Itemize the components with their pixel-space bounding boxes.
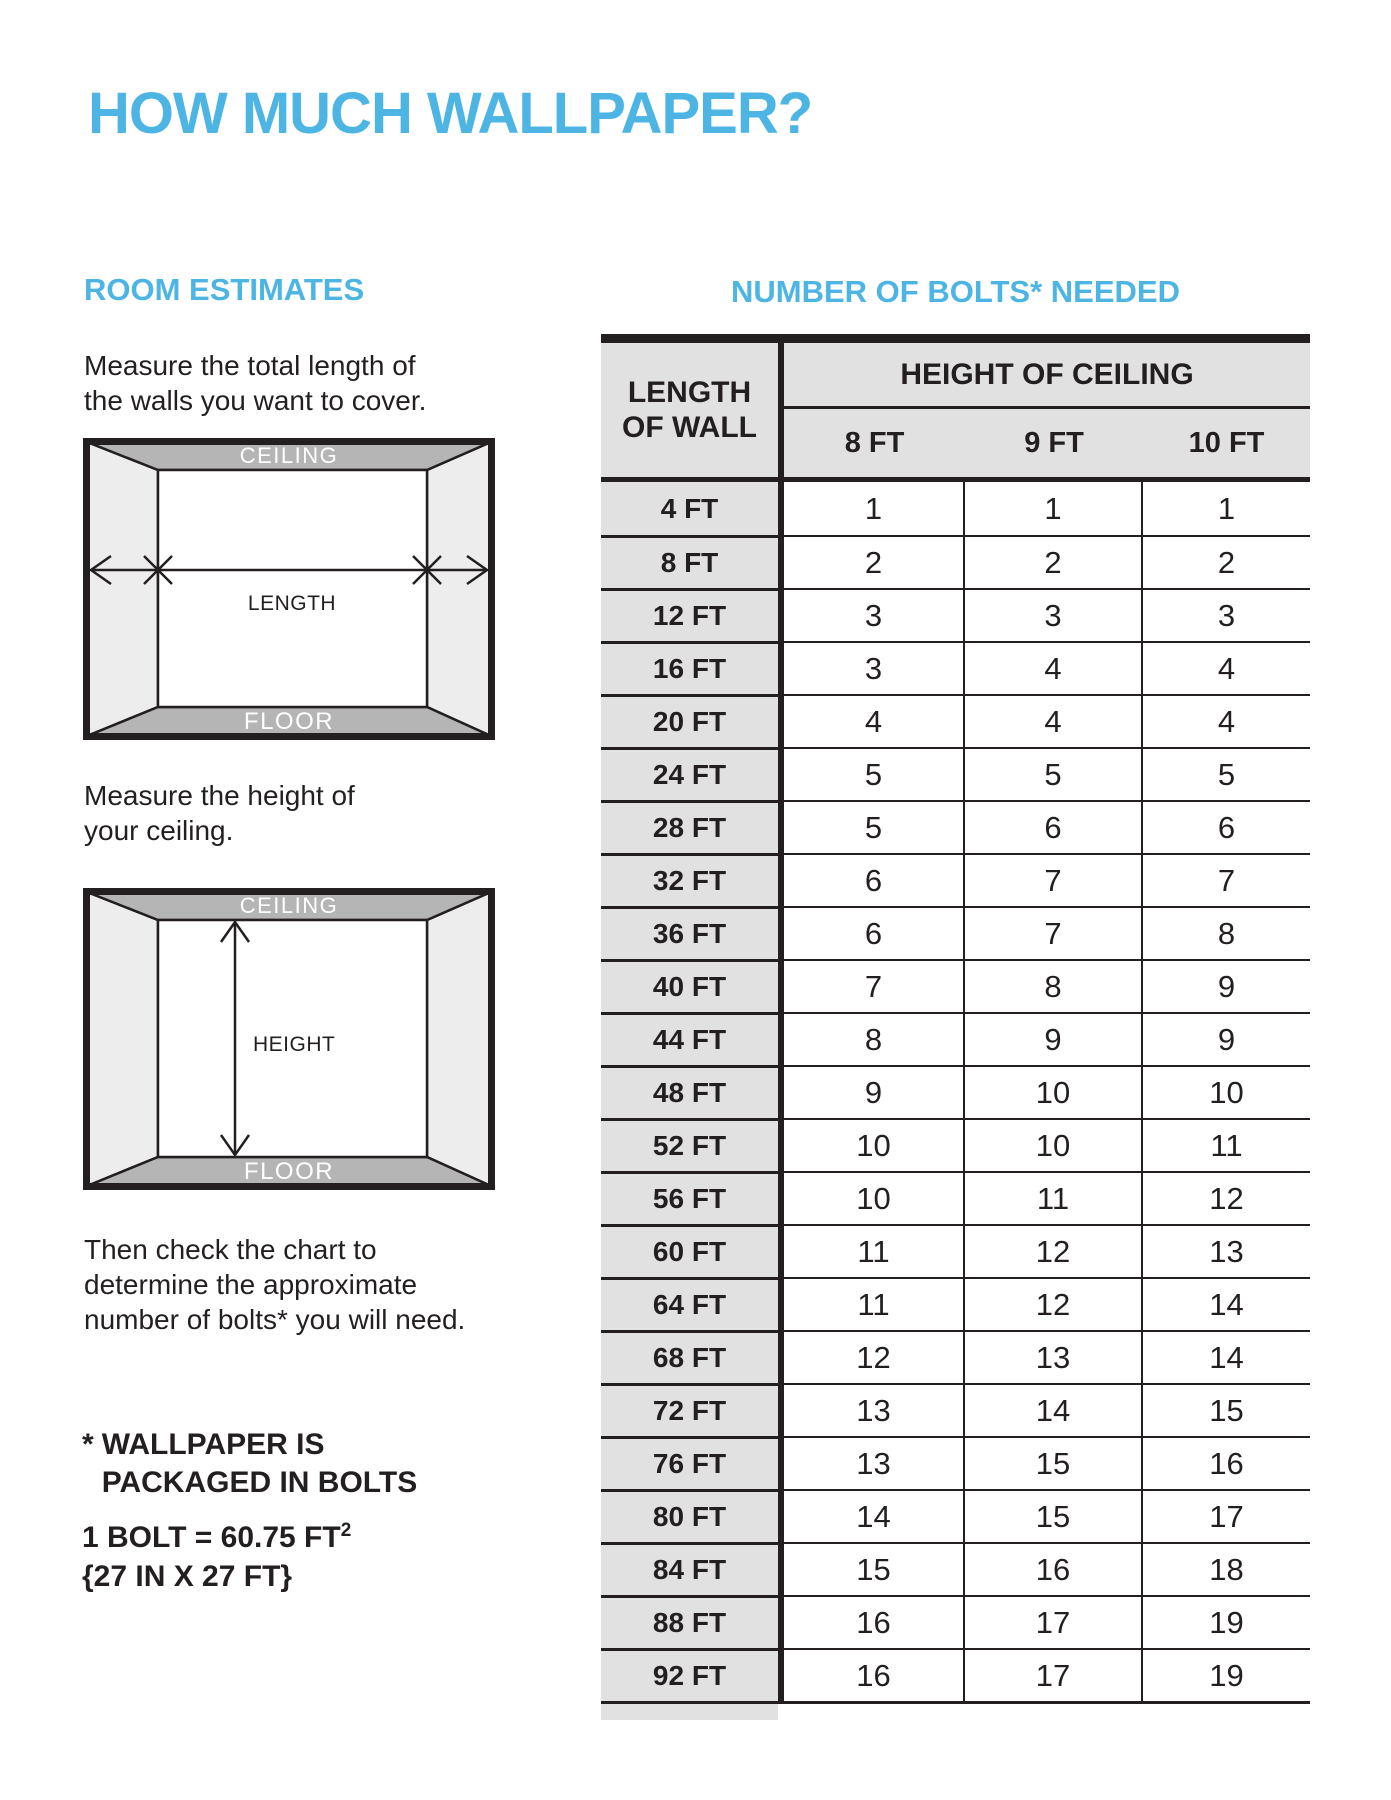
bolts-10ft-cell: 11 [1143,1118,1310,1171]
bolts-8ft-cell: 5 [784,747,965,800]
table-row [601,482,1310,535]
bolts-8ft-cell: 10 [784,1171,965,1224]
wall-length-cell: 36 FT [601,906,784,959]
bolts-9ft-cell: 4 [965,641,1143,694]
bolts-9ft-cell: 15 [965,1489,1143,1542]
table-header [601,343,1310,477]
bolts-10ft-cell: 12 [1143,1171,1310,1224]
wall-length-cell: 40 FT [601,959,784,1012]
instruction-line: determine the approximate [84,1269,418,1300]
length-of-wall-line: LENGTH [627,376,752,409]
bolts-8ft-cell: 15 [784,1542,965,1595]
wall-length-cell: 72 FT [601,1383,784,1436]
bolts-8ft-cell: 14 [784,1489,965,1542]
bolts-9ft-cell: 12 [965,1277,1143,1330]
table-row [601,1277,1310,1330]
bolts-10ft-cell: 18 [1143,1542,1310,1595]
measure-length-instruction [84,348,426,418]
height-label: HEIGHT [253,1033,336,1056]
bolts-9ft-cell: 7 [965,906,1143,959]
bolts-8ft-cell: 11 [784,1224,965,1277]
left-wall [87,442,158,736]
bolts-8ft-cell: 3 [784,588,965,641]
col-header-8ft: 8 FT [784,409,965,477]
bolts-9ft-cell: 2 [965,535,1143,588]
footnote-line: PACKAGED IN BOLTS [101,1466,418,1499]
bolts-10ft-cell: 5 [1143,747,1310,800]
instruction-line: your ceiling. [84,815,234,846]
bolts-footnote [82,1426,417,1502]
bolts-9ft-cell: 12 [965,1224,1143,1277]
bolts-10ft-cell: 9 [1143,959,1310,1012]
ceiling-label: CEILING [239,443,339,468]
wall-length-cell: 12 FT [601,588,784,641]
wall-length-cell: 60 FT [601,1224,784,1277]
table-row [601,1436,1310,1489]
bolts-10ft-cell: 13 [1143,1224,1310,1277]
bolts-9ft-cell: 8 [965,959,1143,1012]
wall-length-cell: 68 FT [601,1330,784,1383]
bolts-10ft-cell: 9 [1143,1012,1310,1065]
bolts-8ft-cell: 8 [784,1012,965,1065]
length-label: LENGTH [247,592,337,615]
bolts-8ft-cell: 3 [784,641,965,694]
bolts-9ft-cell: 10 [965,1118,1143,1171]
bolts-10ft-cell: 8 [1143,906,1310,959]
wall-length-cell: 32 FT [601,853,784,906]
bolts-8ft-cell: 6 [784,906,965,959]
ceiling-label: CEILING [239,893,339,918]
bolts-8ft-cell: 11 [784,1277,965,1330]
wall-length-cell: 8 FT [601,535,784,588]
bolt-equation-exponent: 2 [340,1520,352,1541]
col-header-9ft: 9 FT [965,409,1143,477]
table-row [601,959,1310,1012]
wall-length-cell: 16 FT [601,641,784,694]
table-row [601,1012,1310,1065]
table-row [601,1065,1310,1118]
wall-length-cell: 52 FT [601,1118,784,1171]
bolts-9ft-cell: 10 [965,1065,1143,1118]
left-wall [87,892,158,1186]
wall-length-cell: 64 FT [601,1277,784,1330]
instruction-line: number of bolts* you will need. [84,1304,466,1335]
wall-length-cell: 4 FT [601,482,784,535]
right-wall [427,442,491,736]
wall-length-cell: 48 FT [601,1065,784,1118]
bolts-9ft-cell: 15 [965,1436,1143,1489]
bolts-8ft-cell: 13 [784,1436,965,1489]
bolts-10ft-cell: 4 [1143,694,1310,747]
table-row [601,1118,1310,1171]
bolts-10ft-cell: 19 [1143,1595,1310,1648]
table-row [601,853,1310,906]
table-row [601,906,1310,959]
bolts-10ft-cell: 4 [1143,641,1310,694]
bolts-9ft-cell: 16 [965,1542,1143,1595]
bolts-10ft-cell: 10 [1143,1065,1310,1118]
bolts-10ft-cell: 19 [1143,1648,1310,1701]
wall-length-cell: 92 FT [601,1648,784,1701]
room-height-diagram [83,888,495,1190]
instruction-line: Then check the chart to [84,1234,377,1265]
length-of-wall-line: OF WALL [622,411,757,444]
height-of-ceiling-header: HEIGHT OF CEILING [784,343,1310,409]
col-header-10ft: 10 FT [1143,409,1310,477]
page-title: HOW MUCH WALLPAPER? [88,81,813,146]
bolts-8ft-cell: 7 [784,959,965,1012]
bolts-9ft-cell: 3 [965,588,1143,641]
bolts-8ft-cell: 6 [784,853,965,906]
footnote-asterisk: * [82,1428,94,1461]
bolts-8ft-cell: 9 [784,1065,965,1118]
footnote-line: WALLPAPER IS [101,1428,325,1461]
ceiling-height-subheaders [784,409,1310,477]
table-top-border [601,334,1310,343]
check-chart-instruction [84,1232,465,1337]
room-length-diagram [83,438,495,740]
bolt-equation [82,1520,351,1555]
bolts-8ft-cell: 16 [784,1595,965,1648]
table-footer-tab [601,1704,778,1720]
instruction-line: Measure the height of [84,780,355,811]
table-row [601,1383,1310,1436]
bolts-9ft-cell: 17 [965,1648,1143,1701]
bolts-9ft-cell: 7 [965,853,1143,906]
table-row [601,1542,1310,1595]
table-row [601,1595,1310,1648]
bolts-8ft-cell: 16 [784,1648,965,1701]
table-row [601,535,1310,588]
floor-label: FLOOR [243,1158,335,1185]
wall-length-cell: 28 FT [601,800,784,853]
table-body [601,482,1310,1701]
bolts-8ft-cell: 13 [784,1383,965,1436]
bolts-table [601,334,1310,1720]
bolts-10ft-cell: 2 [1143,535,1310,588]
bolts-10ft-cell: 1 [1143,482,1310,535]
bolts-10ft-cell: 3 [1143,588,1310,641]
bolt-dimensions: {27 IN X 27 FT} [82,1560,293,1593]
bolts-9ft-cell: 4 [965,694,1143,747]
table-row [601,1648,1310,1701]
footnote-text [102,1426,418,1502]
instruction-line: Measure the total length of [84,350,416,381]
bolts-10ft-cell: 15 [1143,1383,1310,1436]
bolts-10ft-cell: 6 [1143,800,1310,853]
bolts-9ft-cell: 9 [965,1012,1143,1065]
table-row [601,1330,1310,1383]
wall-length-cell: 44 FT [601,1012,784,1065]
bolt-equation-text: 1 BOLT = 60.75 FT [82,1521,341,1554]
right-wall [427,892,491,1186]
wall-length-cell: 20 FT [601,694,784,747]
wall-length-cell: 80 FT [601,1489,784,1542]
bolts-10ft-cell: 16 [1143,1436,1310,1489]
table-row [601,747,1310,800]
floor-label: FLOOR [243,708,335,735]
bolts-10ft-cell: 17 [1143,1489,1310,1542]
measure-height-instruction [84,778,355,848]
back-wall [158,470,427,707]
table-row [601,694,1310,747]
bolts-10ft-cell: 14 [1143,1330,1310,1383]
table-row [601,641,1310,694]
bolts-9ft-cell: 17 [965,1595,1143,1648]
bolts-8ft-cell: 4 [784,694,965,747]
bolts-8ft-cell: 12 [784,1330,965,1383]
bolts-9ft-cell: 5 [965,747,1143,800]
table-row [601,800,1310,853]
wall-length-cell: 56 FT [601,1171,784,1224]
bolts-needed-heading: NUMBER OF BOLTS* NEEDED [731,274,1180,309]
bolts-8ft-cell: 1 [784,482,965,535]
table-row [601,588,1310,641]
bolts-8ft-cell: 5 [784,800,965,853]
table-row [601,1171,1310,1224]
bolts-10ft-cell: 14 [1143,1277,1310,1330]
room-estimates-heading: ROOM ESTIMATES [84,272,365,307]
length-of-wall-header [601,343,784,477]
table-row [601,1224,1310,1277]
instruction-line: the walls you want to cover. [84,385,427,416]
bolts-9ft-cell: 11 [965,1171,1143,1224]
bolts-10ft-cell: 7 [1143,853,1310,906]
bolts-9ft-cell: 1 [965,482,1143,535]
bolts-9ft-cell: 13 [965,1330,1143,1383]
bolts-9ft-cell: 14 [965,1383,1143,1436]
bolts-9ft-cell: 6 [965,800,1143,853]
wall-length-cell: 88 FT [601,1595,784,1648]
wall-length-cell: 84 FT [601,1542,784,1595]
table-row [601,1489,1310,1542]
bolts-8ft-cell: 10 [784,1118,965,1171]
wall-length-cell: 76 FT [601,1436,784,1489]
bolts-8ft-cell: 2 [784,535,965,588]
wall-length-cell: 24 FT [601,747,784,800]
